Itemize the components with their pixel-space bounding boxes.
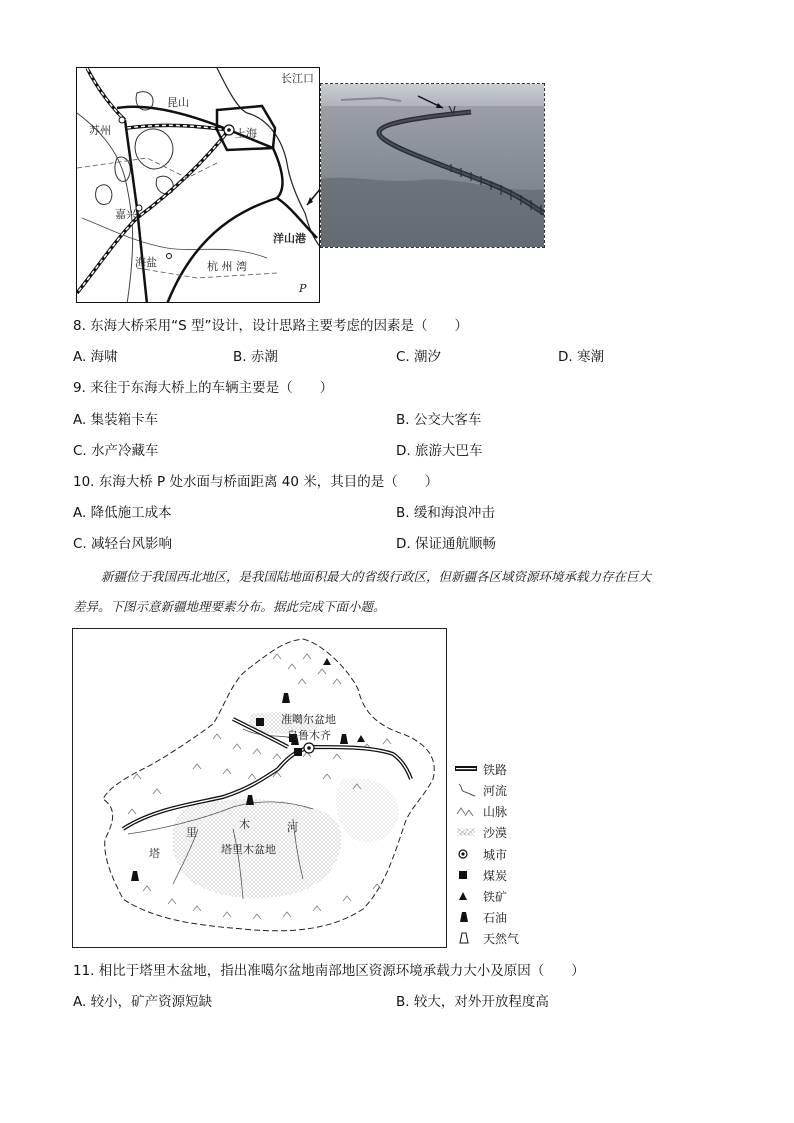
- question-11-stem: 11. 相比于塔里木盆地，指出准噶尔盆地南部地区资源环境承载力大小及原因（ ）: [73, 963, 585, 979]
- intro-line-1: 新疆位于我国西北地区，是我国陆地面积最大的省级行政区，但新疆各区域资源环境承载力存在巨大: [101, 569, 652, 584]
- q8-option-a[interactable]: A. 海啸: [73, 349, 118, 365]
- q9-option-d[interactable]: D. 旅游大巴车: [396, 443, 483, 459]
- natural-gas-icon: [455, 931, 477, 945]
- legend-gas: [455, 929, 519, 947]
- legend-river: [455, 781, 507, 799]
- label-li: 里: [186, 826, 197, 839]
- railway-icon: [455, 765, 477, 773]
- legend-label: 铁路: [483, 762, 508, 777]
- figure-2-map: [72, 628, 447, 948]
- iron-ore-icon: [455, 889, 477, 903]
- legend-label: 煤炭: [483, 868, 508, 883]
- label-urumqi: 乌鲁木齐: [287, 729, 331, 742]
- bridge-photo: [320, 83, 545, 248]
- label-p: P: [299, 282, 307, 295]
- q8-option-c[interactable]: C. 潮汐: [396, 349, 442, 365]
- legend-mountain: [455, 802, 507, 820]
- xinjiang-map-drawing: [73, 629, 447, 948]
- legend-railway: [455, 760, 507, 778]
- legend-label: 沙漠: [483, 825, 508, 840]
- q10-option-b[interactable]: B. 缓和海浪冲击: [396, 505, 495, 521]
- label-haiyan: 海盐: [135, 256, 157, 269]
- question-10-stem: 10. 东海大桥 P 处水面与桥面距离 40 米，其目的是（ ）: [73, 474, 439, 490]
- label-kunshan: 昆山: [167, 96, 189, 109]
- q11-option-b[interactable]: B. 较大，对外开放程度高: [396, 994, 549, 1010]
- legend-desert: [455, 823, 507, 841]
- map-drawing: [77, 68, 320, 303]
- bridge-photo-drawing: [321, 84, 545, 248]
- q10-option-c[interactable]: C. 减轻台风影响: [73, 536, 173, 552]
- legend-label: 城市: [483, 847, 508, 862]
- mountain-icon: [455, 804, 477, 818]
- q9-option-b[interactable]: B. 公交大客车: [396, 412, 482, 428]
- label-yangshangang: 洋山港: [273, 232, 306, 245]
- figure-1-map: [76, 67, 320, 303]
- q11-option-a[interactable]: A. 较小，矿产资源短缺: [73, 994, 213, 1010]
- legend-city: [455, 845, 507, 863]
- label-shanghai: 上海: [235, 127, 257, 140]
- question-9-stem: 9. 来往于东海大桥上的车辆主要是（ ）: [73, 380, 334, 396]
- label-suzhou: 苏州: [89, 124, 111, 137]
- legend-label: 山脉: [483, 804, 508, 819]
- question-8-stem: 8. 东海大桥采用“S 型”设计，设计思路主要考虑的因素是（ ）: [73, 318, 469, 334]
- river-icon: [455, 783, 477, 797]
- legend-label: 石油: [483, 910, 508, 925]
- legend-coal: [455, 866, 507, 884]
- label-junggar: 准噶尔盆地: [281, 713, 336, 726]
- city-icon: [455, 847, 477, 861]
- q8-option-d[interactable]: D. 寒潮: [558, 349, 604, 365]
- label-he: 河: [287, 821, 298, 834]
- q9-option-c[interactable]: C. 水产冷藏车: [73, 443, 159, 459]
- q10-option-d[interactable]: D. 保证通航顺畅: [396, 536, 496, 552]
- q9-option-a[interactable]: A. 集装箱卡车: [73, 412, 159, 428]
- q10-option-a[interactable]: A. 降低施工成本: [73, 505, 172, 521]
- label-mu: 木: [239, 818, 250, 831]
- legend-label: 河流: [483, 783, 508, 798]
- legend-label: 铁矿: [483, 889, 508, 904]
- oil-icon: [455, 910, 477, 924]
- desert-icon: [455, 825, 477, 839]
- label-hangzhouwan: 杭 州 湾: [207, 260, 247, 273]
- intro-line-2: 差异。下图示意新疆地理要素分布。据此完成下面小题。: [73, 599, 386, 614]
- q8-option-b[interactable]: B. 赤潮: [233, 349, 278, 365]
- label-ta: 塔: [149, 847, 160, 860]
- label-tarim-basin: 塔里木盆地: [221, 843, 276, 856]
- legend-iron: [455, 887, 507, 905]
- legend-oil: [455, 908, 507, 926]
- label-changjiangkou: 长江口: [281, 72, 314, 85]
- legend-label: 天然气: [483, 931, 520, 946]
- coal-icon: [455, 868, 477, 882]
- label-jiaxing: 嘉兴: [115, 208, 137, 221]
